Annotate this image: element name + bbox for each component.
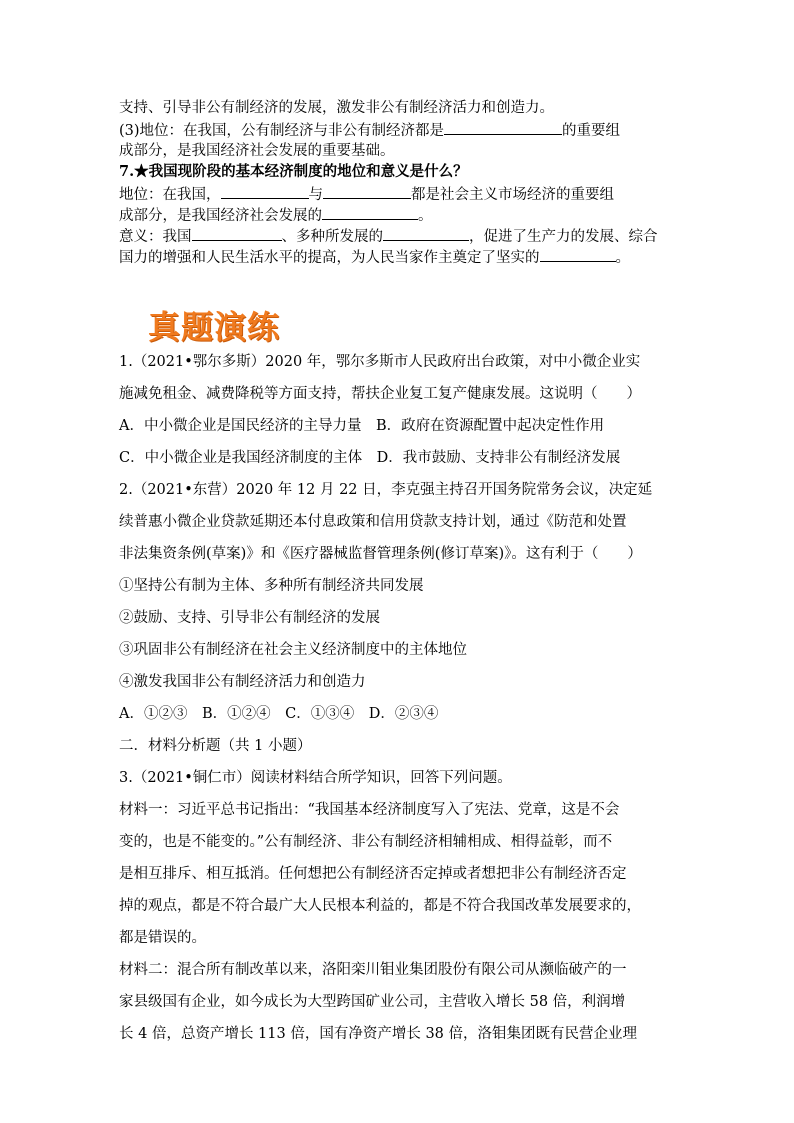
meaning-line-2 (119, 247, 630, 268)
material-1-line: 都是错误的。 (119, 930, 206, 946)
text-line: 成部分，是我国经济社会发展的重要基础。 (119, 143, 395, 159)
status-line-2 (119, 205, 433, 226)
material-2-line: 材料二：混合所有制改革以来，洛阳栾川钼业集团股份有限公司从濒临破产的一 (119, 962, 627, 978)
question-2-line: 2.（2021•东营）2020 年 12 月 22 日，李克强主持召开国务院常务会议，决定延 (119, 482, 653, 498)
question-2-item: ①坚持公有制为主体、多种所有制经济共同发展 (119, 578, 424, 594)
question-2-item: ②鼓励、支持、引导非公有制经济的发展 (119, 610, 380, 626)
answer-blank[interactable] (444, 120, 562, 135)
text-segment: 。 (418, 208, 433, 224)
position-line (119, 120, 620, 141)
material-2-line: 长 4 倍，总资产增长 113 倍，国有净资产增长 38 倍，洛钼集团既有民营企业理 (119, 1026, 638, 1042)
question-1-options: A．中小微企业是国民经济的主导力量 B．政府在资源配置中起决定性作用 (119, 418, 605, 434)
status-line (119, 184, 614, 205)
text-segment: 、多种所发展的 (281, 229, 383, 245)
text-segment: (3)地位：在我国，公有制经济与非公有制经济都是 (119, 123, 445, 139)
answer-blank[interactable] (383, 226, 469, 241)
text-segment: 的重要组 (562, 123, 621, 139)
question-2-item: ③巩固非公有制经济在社会主义经济制度中的主体地位 (119, 642, 467, 658)
text-segment: 。 (615, 250, 630, 266)
material-1-line: 是相互排斥、相互抵消。任何想把公有制经济否定掉或者想把非公有制经济否定 (119, 866, 627, 882)
section-2-heading: 二．材料分析题（共 1 小题） (119, 738, 312, 754)
answer-blank[interactable] (540, 247, 616, 262)
material-1-line: 变的，也是不能变的。”公有制经济、非公有制经济相辅相成、相得益彰，而不 (119, 834, 613, 850)
answer-blank[interactable] (192, 226, 282, 241)
text-segment: 国力的增强和人民生活水平的提高，为人民当家作主奠定了坚实的 (119, 250, 540, 266)
question-2-item: ④激发我国非公有制经济活力和创造力 (119, 674, 366, 690)
answer-blank[interactable] (322, 205, 418, 220)
text-segment: 与 (308, 187, 323, 203)
text-segment: 都是社会主义市场经济的重要组 (411, 187, 614, 203)
text-segment: 地位：在我国， (119, 187, 221, 203)
answer-blank[interactable] (323, 184, 411, 199)
answer-blank[interactable] (221, 184, 309, 199)
question-1-line: 1.（2021•鄂尔多斯）2020 年，鄂尔多斯市人民政府出台政策，对中小微企业实 (119, 354, 641, 370)
section-title: 真题演练 (148, 308, 281, 346)
material-1-line: 掉的观点，都是不符合最广大人民根本利益的，都是不符合我国改革发展要求的， (119, 898, 641, 914)
meaning-line (119, 226, 658, 247)
material-1-line: 材料一：习近平总书记指出：“我国基本经济制度写入了宪法、党章，这是不会 (119, 802, 620, 818)
question-2-line: 续普惠小微企业贷款延期还本付息政策和信用贷款支持计划，通过《防范和处置 (119, 514, 627, 530)
question-2-options: A．①②③ B．①②④ C．①③④ D．②③④ (119, 706, 439, 722)
question-3-line: 3.（2021•铜仁市）阅读材料结合所学知识，回答下列问题。 (119, 770, 512, 786)
text-line: 支持、引导非公有制经济的发展，激发非公有制经济活力和创造力。 (119, 100, 554, 116)
question-1-line: 施减免租金、减费降税等方面支持，帮扶企业复工复产健康发展。这说明（ ） (119, 386, 641, 402)
text-segment: 意义：我国 (119, 229, 192, 245)
question-1-options: C．中小微企业是我国经济制度的主体 D．我市鼓励、支持非公有制经济发展 (119, 450, 621, 466)
question-2-line: 非法集资条例(草案)》和《医疗器械监督管理条例(修订草案)》。这有利于（ ） (119, 546, 642, 562)
material-2-line: 家县级国有企业，如今成长为大型跨国矿业公司，主营收入增长 58 倍，利润增 (119, 994, 626, 1010)
question-7-title: 7.★我国现阶段的基本经济制度的地位和意义是什么？ (119, 163, 468, 180)
text-segment: 成部分，是我国经济社会发展的 (119, 208, 322, 224)
text-segment: ，促进了生产力的发展、综合 (469, 229, 658, 245)
